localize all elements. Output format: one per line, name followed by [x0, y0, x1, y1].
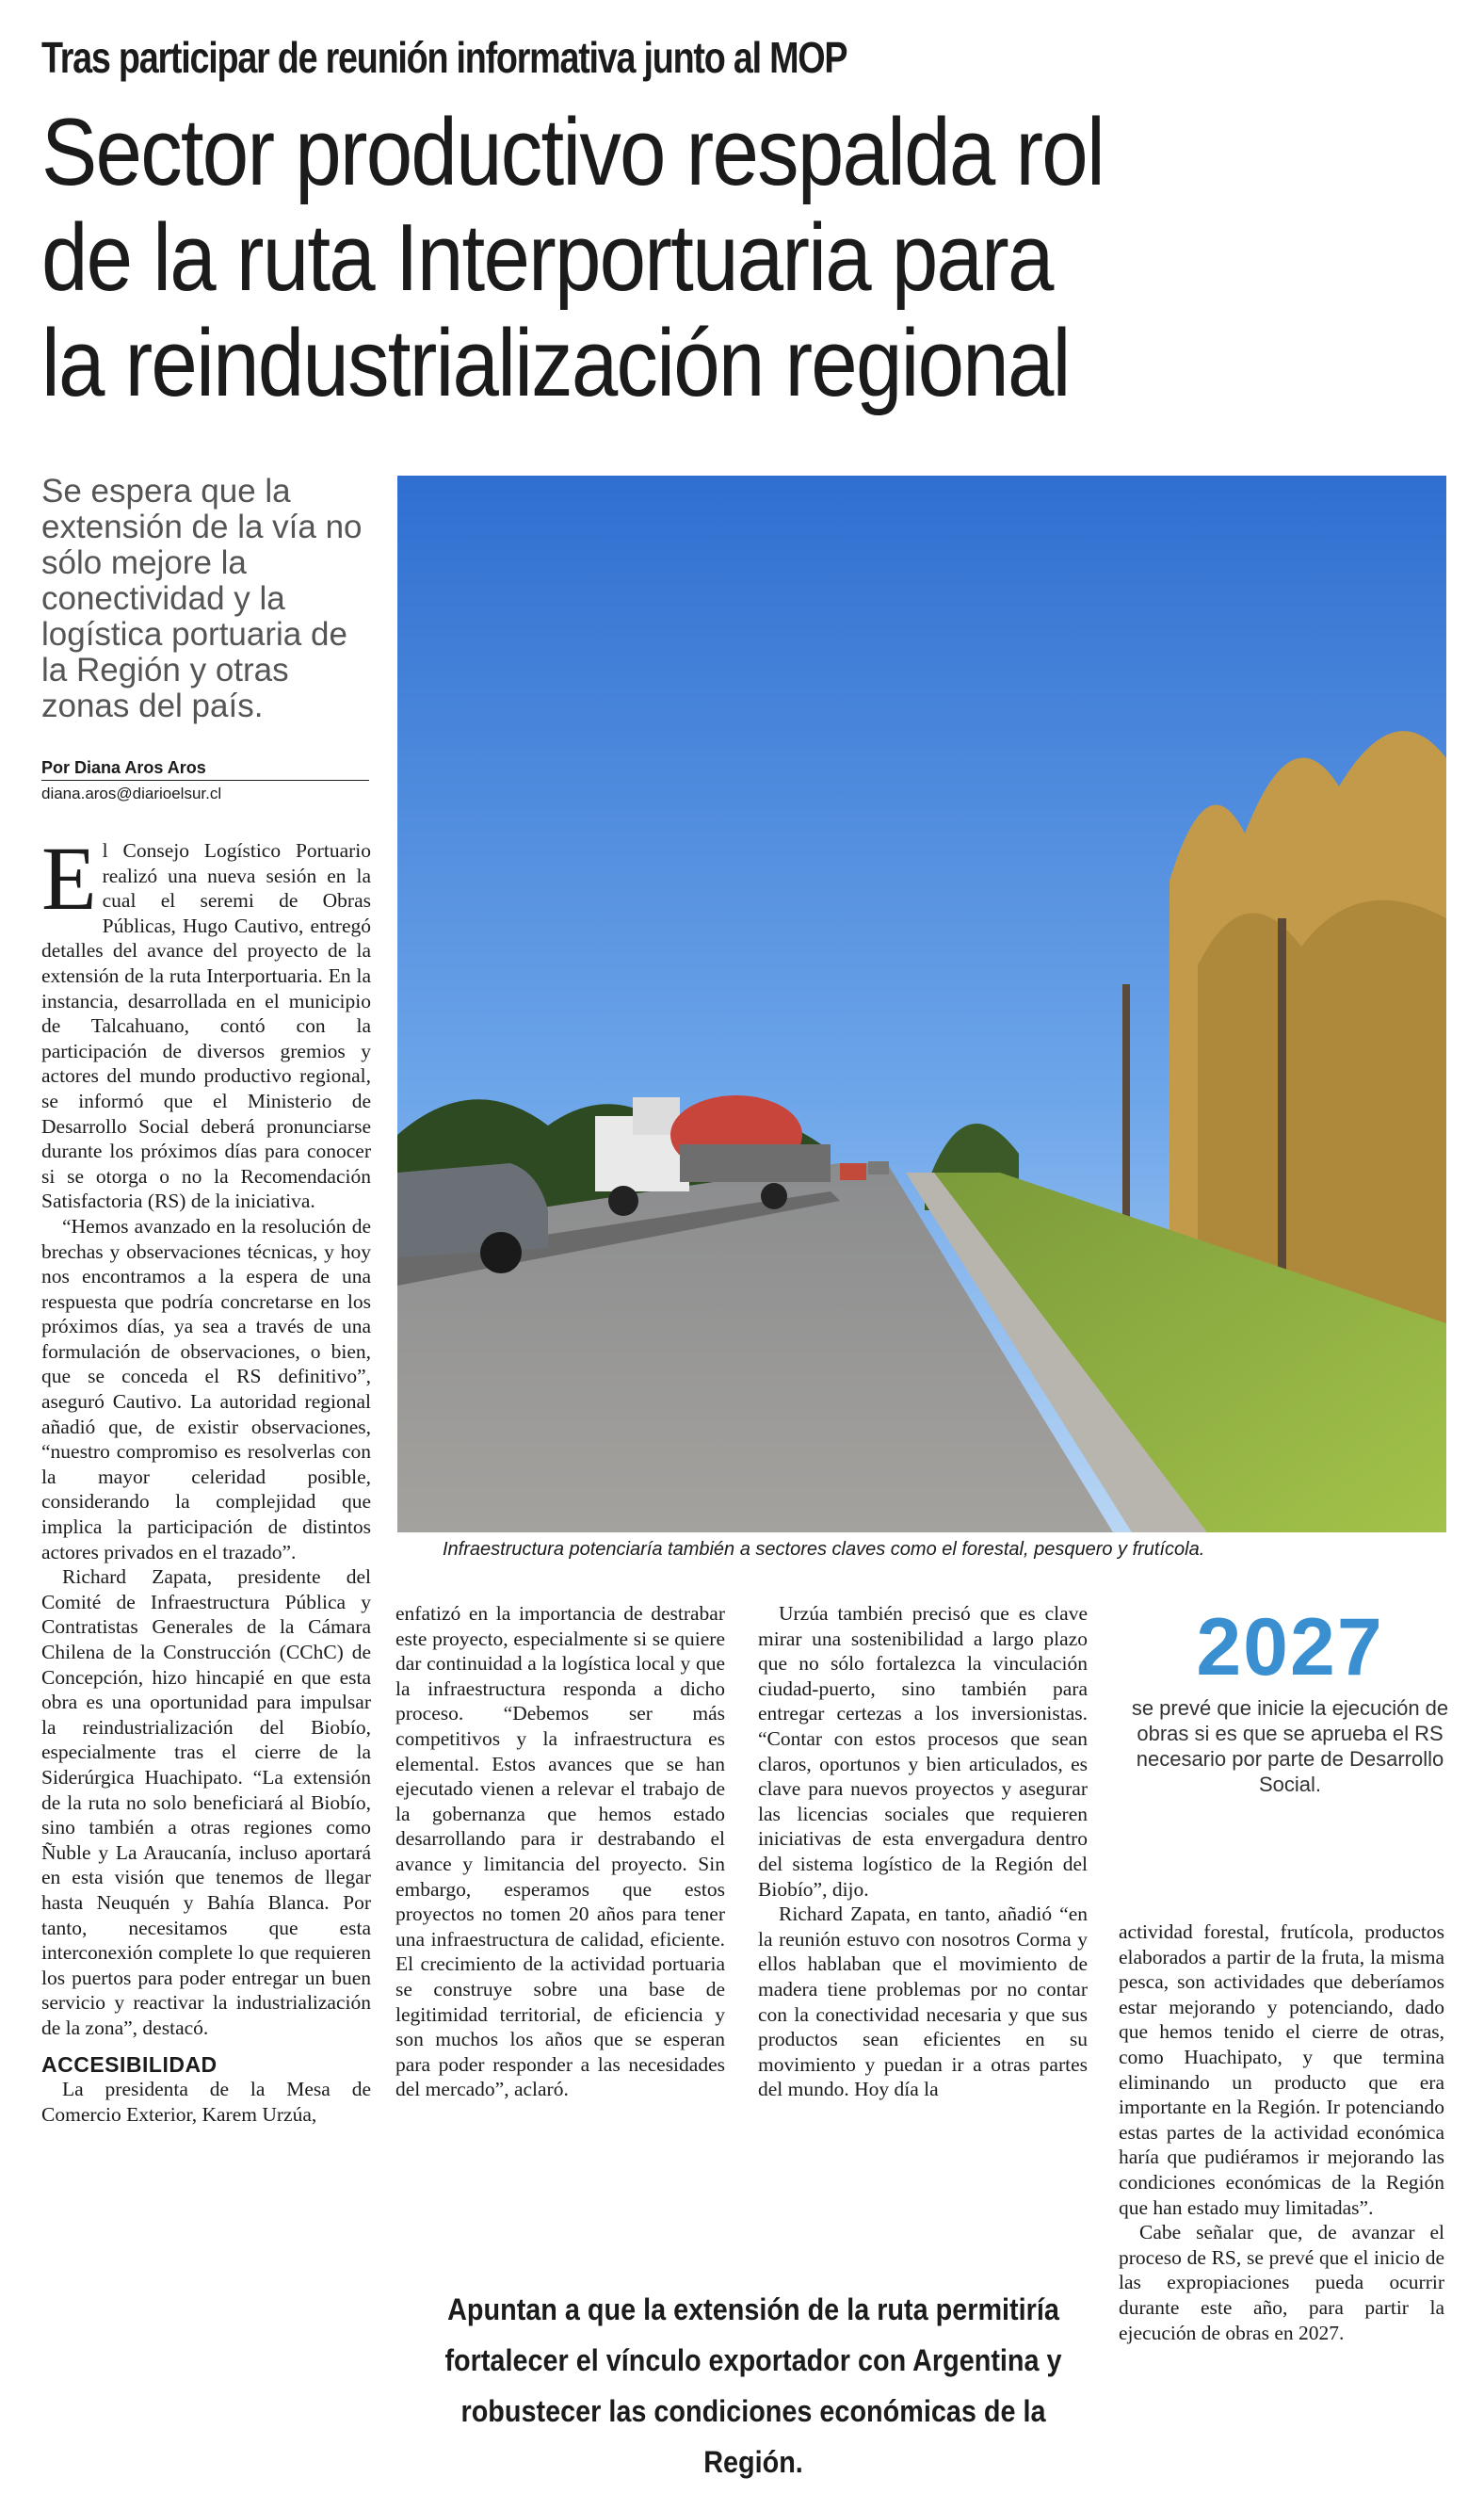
col1-paragraph-1: l Consejo Logístico Portuario realizó una nueva sesión en la cual el seremi de Obras Públicas, Hugo Cautivo, entregó detalles del avance del proyecto de la extensión de la ruta Interportuaria. En la instancia, desarrollada en el municipio de Talcahuano, contó con la participación de diversos gremios y actores del mundo productivo regional, se informó que el Ministerio de Desarrollo Social deberá pronunciarse durante los próximos días para conocer si se otorga o no la Recomendación Satisfactoria (RS) de la iniciativa. — [41, 839, 371, 1213]
pull-quote: Apuntan a que la extensión de la ruta permitiría fortalecer el vínculo exportador con Argentina y robustecer las condiciones económicas de la Región. — [444, 2292, 1062, 2479]
col3-paragraph-2: Richard Zapata, en tanto, añadió “en la reunión estuvo con nosotros Corma y ellos hablaban que el movimiento de madera tiene problemas por no contar con la conectividad necesaria y que sus productos sean eficientes en su movimiento y puedan ir a otras partes del mundo. Hoy día la — [758, 1903, 1088, 2101]
deck: Se espera que la extensión de la vía no sólo mejore la conectividad y la logística portuaria de la Región y otras zonas del país. — [41, 473, 363, 724]
stat-text: se prevé que inicie la ejecución de obras si es que se aprueba el RS necesario por parte de Desarrollo Social. — [1131, 1696, 1449, 1796]
stat-number: 2027 — [1196, 1602, 1384, 1692]
photo-caption: Infraestructura potenciaría también a sectores claves como el forestal, pesquero y frutícola. — [443, 1539, 1205, 1560]
headline-line-1: Sector productivo respalda rol — [41, 100, 1104, 205]
byline-author: Por Diana Aros Aros — [41, 758, 206, 777]
byline-email: diana.aros@diarioelsur.cl — [41, 785, 222, 802]
col4-paragraph-2: Cabe señalar que, de avanzar el proceso de RS, se prevé que el inicio de las expropiaciones pueda ocurrir durante este año, para partir la ejecución de obras en 2027. — [1119, 2221, 1444, 2344]
article-photo — [397, 476, 1446, 1532]
subhead-accesibilidad: ACCESIBILIDAD — [41, 2051, 218, 2077]
body-column-2 — [395, 1601, 725, 2102]
col4-paragraph-1: actividad forestal, frutícola, productos elaborados a partir de la fruta, la misma pesca, son actividades que deberíamos estar mejorando y potenciando, dado que hemos tenido el cierre de otras, como Huachipato, y que termina eliminando un producto que era importante en la Región. Ir potenciando estas partes de la actividad económica haría que pudiéramos ir mejorando las condiciones económicas de la Región que han estado muy limitadas”. — [1119, 1920, 1444, 2219]
kicker: Tras participar de reunión informativa junto al MOP — [41, 33, 847, 82]
headline — [41, 100, 1104, 416]
body-column-4 — [1119, 1919, 1444, 2345]
byline-divider — [41, 780, 369, 781]
col1-paragraph-2: “Hemos avanzado en la resolución de brechas y observaciones técnicas, y hoy nos encontramos a la espera de una respuesta que podría concretarse en los próximos días, ya sea a través de una formulación de observaciones, o bien, que se conceda el RS definitivo”, aseguró Cautivo. La autoridad regional añadió que, de existir observaciones, “nuestro compromiso es resolverlas con la mayor celeridad posible, considerando la complejidad que implica la participación de distintos actores privados en el trazado”. — [41, 1214, 371, 1563]
road-photo-illustration — [397, 476, 1446, 1532]
col1-paragraph-4: La presidenta de la Mesa de Comercio Exterior, Karem Urzúa, — [41, 2078, 371, 2126]
body-column-1 — [41, 828, 371, 2127]
col3-paragraph-1: Urzúa también precisó que es clave mirar una sostenibilidad a largo plazo que no sólo fortalezca la vinculación ciudad-puerto, sino también para entregar certezas a los inversionistas. “Contar con estos procesos que sean claros, oportunos y bien articulados, es clave para nuevos proyectos y asegurar las licencias sociales que requieren iniciativas de esta envergadura dentro del sistema logístico de la Región del Biobío”, dijo. — [758, 1602, 1088, 1901]
col1-paragraph-3: Richard Zapata, presidente del Comité de Infraestructura Pública y Contratistas Generales de la Cámara Chilena de la Construcción (CChC) de Concepción, hizo hincapié en que esta obra es una oportunidad para impulsar la reindustrialización del Biobío, especialmente tras el cierre de la Siderúrgica Huachipato. “La extensión de la ruta no solo beneficiará al Biobío, sino también a otras regiones como Ñuble y La Araucanía, incluso aportará en esta visión que tenemos de llegar hasta Neuquén y Bahía Blanca. Por tanto, necesitamos que esta interconexión complete lo que requieren los puertos para poder entregar un buen servicio y reactivar la industrialización de la zona”, destacó. — [41, 1565, 371, 2039]
body-column-3 — [758, 1601, 1088, 2102]
dropcap: E — [41, 828, 97, 929]
headline-line-2: de la ruta Interportuaria para — [41, 205, 1053, 311]
col2-paragraph-1: enfatizó en la importancia de destrabar este proyecto, especialmente si se quiere dar continuidad a la logística local y que la infraestructura responda a dicho proceso. “Debemos ser más competitivos y la infraestructura es elemental. Estos avances que se han ejecutado vienen a relevar el trabajo de la gobernanza que hemos estado desarrollando para ir destrabando el avance y limitancia del proyecto. Sin embargo, esperamos que estos proyectos no tomen 20 años para tener una infraestructura de calidad, eficiente. El crecimiento de la actividad portuaria se construye sobre una base de legitimidad territorial, de eficiencia y son muchos los años que se esperan para poder responder a las necesidades del mercado”, aclaró. — [395, 1602, 725, 2101]
headline-line-3: la reindustrialización regional — [41, 311, 1070, 416]
